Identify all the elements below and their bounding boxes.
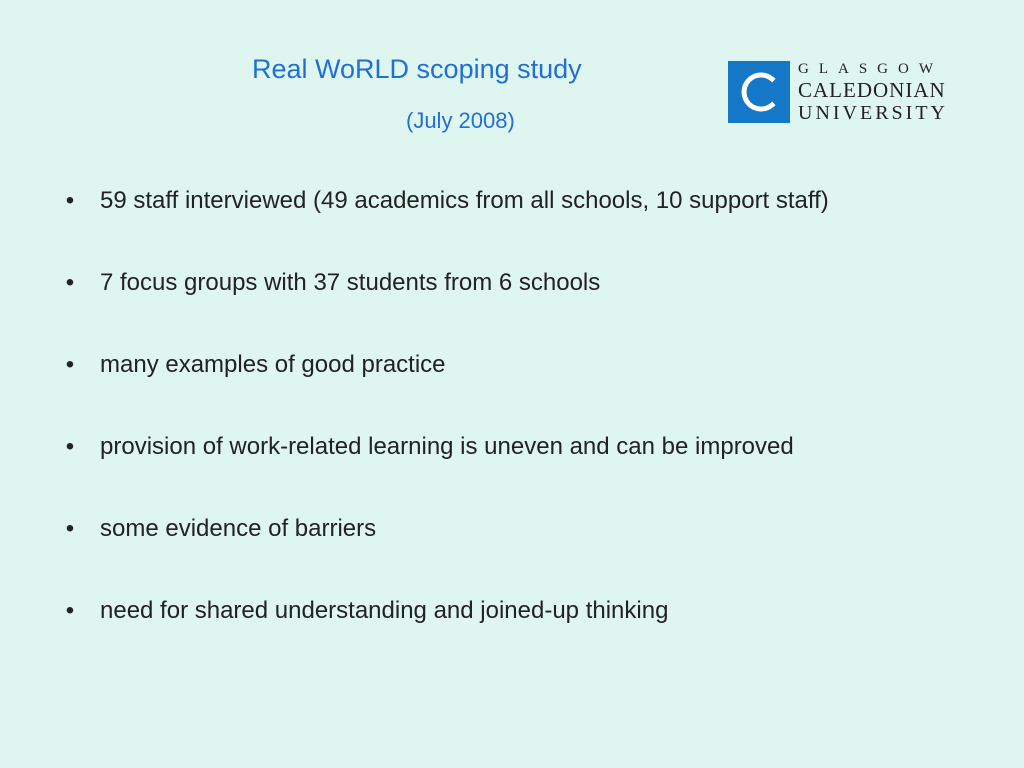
bullet-icon: • — [65, 187, 75, 214]
logo-line-university: UNIVERSITY — [798, 102, 948, 124]
bullet-icon: • — [65, 597, 75, 624]
slide-subtitle: (July 2008) — [406, 108, 515, 133]
logo-line-caledonian: CALEDONIAN — [798, 77, 946, 102]
bullet-icon: • — [65, 433, 75, 460]
bullet-item — [62, 432, 982, 514]
bullet-item — [62, 514, 982, 596]
bullet-icon: • — [65, 351, 75, 378]
logo-line-glasgow: GLASGOW — [798, 61, 943, 77]
c-logo-icon — [736, 69, 782, 115]
bullet-text: 7 focus groups with 37 students from 6 schools — [100, 269, 601, 296]
bullet-text: provision of work-related learning is uneven and can be improved — [100, 433, 794, 460]
bullet-item — [62, 268, 982, 350]
bullet-list — [62, 186, 982, 678]
bullet-item — [62, 596, 982, 678]
bullet-text: many examples of good practice — [100, 351, 446, 378]
bullet-icon: • — [65, 515, 75, 542]
university-logo — [728, 60, 972, 124]
bullet-item — [62, 186, 982, 268]
bullet-item — [62, 350, 982, 432]
slide-title: Real WoRLD scoping study — [252, 54, 582, 84]
logo-mark — [728, 61, 790, 123]
bullet-text: 59 staff interviewed (49 academics from all schools, 10 support staff) — [100, 187, 829, 214]
bullet-text: some evidence of barriers — [100, 515, 377, 542]
bullet-icon: • — [65, 269, 75, 296]
bullet-text: need for shared understanding and joined-up thinking — [100, 597, 669, 624]
logo-text — [798, 61, 948, 123]
